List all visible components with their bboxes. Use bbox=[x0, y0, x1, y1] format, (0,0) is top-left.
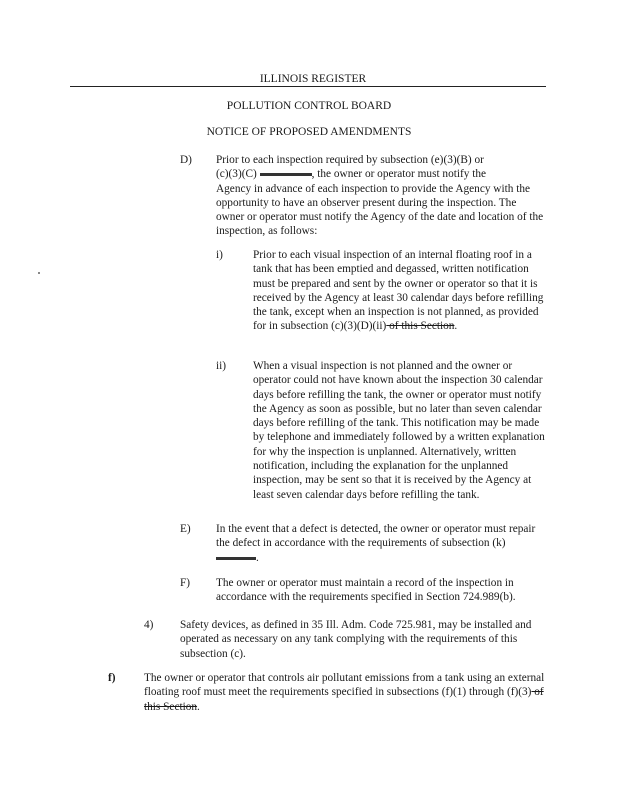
item-Di-label: i) bbox=[216, 249, 223, 261]
item-E-end: . bbox=[256, 551, 259, 564]
item-4-label: 4) bbox=[144, 619, 154, 631]
notice-title: NOTICE OF PROPOSED AMENDMENTS bbox=[206, 126, 412, 138]
item-D-ref: (c)(3)(C) bbox=[216, 168, 257, 181]
struck-text: of this Section bbox=[144, 686, 544, 713]
scan-speck bbox=[38, 272, 40, 274]
item-4-text: Safety devices, as defined in 35 Ill. Adm. Code 725.981, may be installed and operated as necessary on any tank complying with the requirements of this subsection (c). bbox=[180, 619, 532, 660]
item-D-line-2 bbox=[216, 167, 546, 181]
item-F-text: The owner or operator must maintain a record of the inspection in accordance with the requirements specified in Section 724.989(b). bbox=[216, 577, 516, 604]
item-E-label: E) bbox=[180, 523, 191, 535]
item-E-text bbox=[216, 522, 546, 565]
register-title: ILLINOIS REGISTER bbox=[259, 73, 367, 85]
redaction-mark bbox=[260, 173, 312, 176]
item-D-line-3: Agency in advance of each inspection to provide the Agency with the opportunity to have an observer present during the inspection. The owner or operator must notify the Agency of the date and location of the inspection, as follows: bbox=[216, 182, 544, 238]
header-rule bbox=[70, 86, 546, 87]
item-D-line-2b: , the owner or operator must notify the bbox=[311, 168, 487, 181]
item-E-ref: (k) bbox=[492, 537, 506, 550]
item-f-end: . bbox=[197, 700, 200, 713]
redaction-mark bbox=[216, 557, 256, 560]
item-f-text bbox=[144, 671, 548, 714]
item-f-body: The owner or operator that controls air pollutant emissions from a tank using an external floating roof must meet the requirements specified in subsections (f)(1) through (f)(3) bbox=[144, 672, 545, 699]
item-Di-body: Prior to each visual inspection of an internal floating roof in a tank that has been emptied and degassed, written notification must be prepared and sent by the owner or operator so that it is received by the Agency at least 30 calendar days before refilling the tank, except when an inspection is not planned, as provided for in subsection (c)(3)(D)(ii) bbox=[253, 249, 544, 333]
board-title: POLLUTION CONTROL BOARD bbox=[226, 100, 392, 112]
item-F-label: F) bbox=[180, 577, 191, 589]
item-Di-end: . bbox=[454, 320, 458, 333]
struck-text: of this Section bbox=[386, 320, 455, 333]
item-D-line-1: Prior to each inspection required by subsection (e)(3)(B) or bbox=[216, 154, 484, 166]
item-Dii-text: When a visual inspection is not planned and the owner or operator could not have known about the inspection 30 calendar days before refilling the tank, the owner or operator must notify the Agency as soon as possible, but no later than seven calendar days before refilling of the tank. This notification may be made by telephone and immediately followed by a written explanation for why the inspection is unplanned. Alternatively, written notification, including the explanation for the unplanned inspection, may be sent so that it is received by the Agency at least seven calendar days before refilling the tank. bbox=[253, 360, 545, 501]
item-Di-text bbox=[253, 248, 547, 334]
item-D-text bbox=[216, 153, 546, 239]
item-Dii-label: ii) bbox=[216, 360, 227, 372]
item-E-body: In the event that a defect is detected, the owner or operator must repair the defect in accordance with the requirements of subsection bbox=[216, 523, 536, 550]
item-D-label: D) bbox=[180, 154, 192, 166]
item-f-label: f) bbox=[108, 672, 116, 684]
